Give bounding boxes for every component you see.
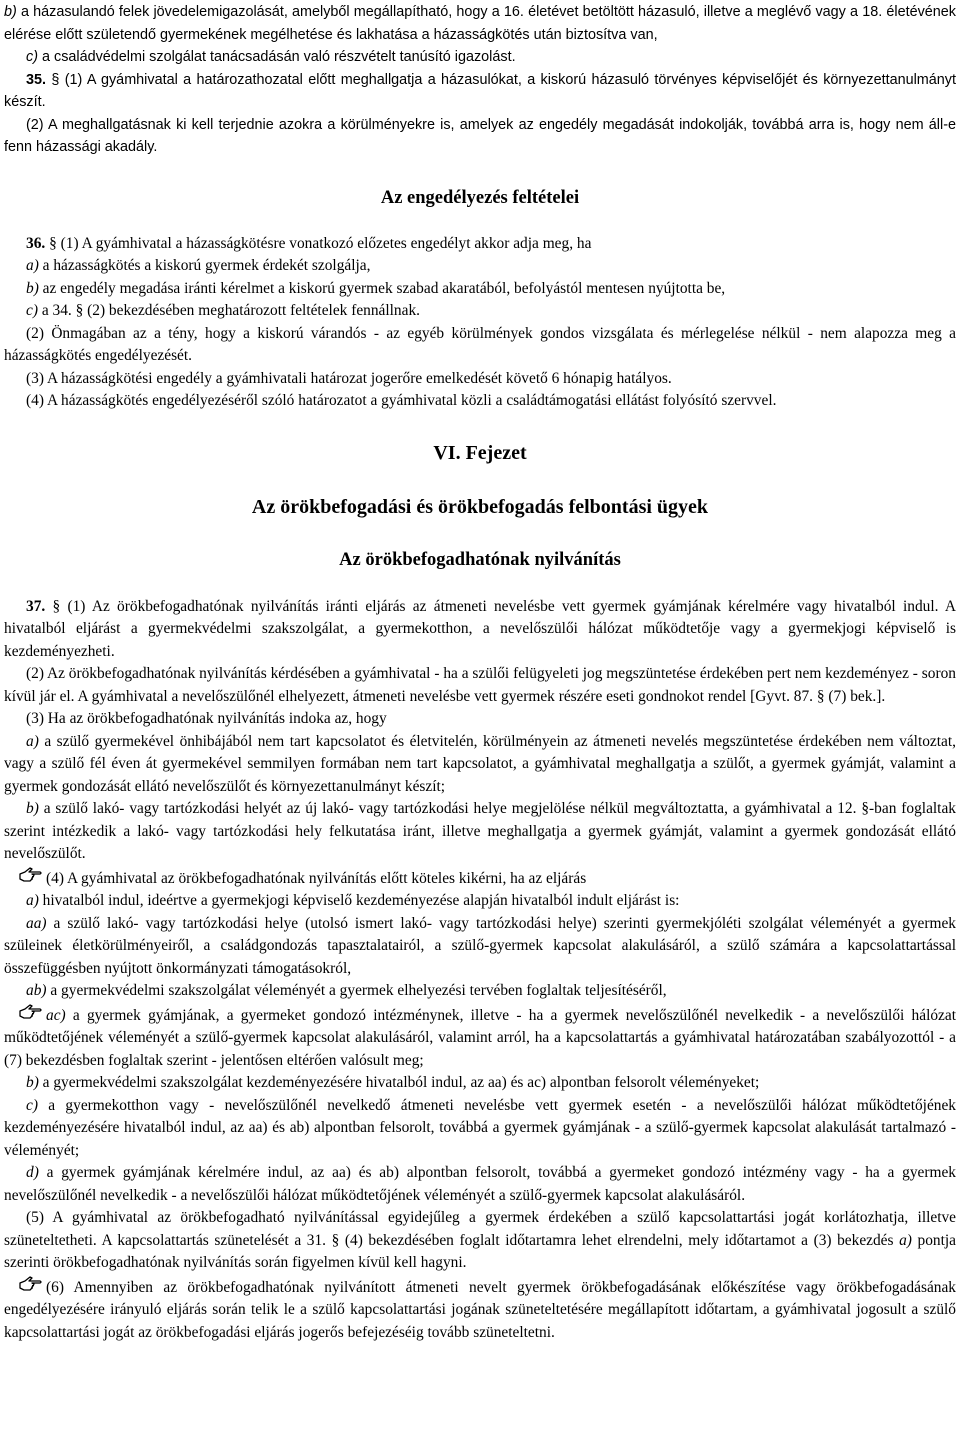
list-marker: a) (26, 732, 39, 750)
list-marker: c) (26, 1096, 38, 1114)
paragraph (4, 323, 956, 368)
paragraph-text: (2) Az örökbefogadhatónak nyilvánítás kérdésében a gyámhivatal - ha a szülői felügyeleti jog megszüntetése érdekében pert nem kezdeményez - soron kívül jár el. A gyámhivatal a nevelőszülőnél elhelyezett, átmeneti nevelésbe vett gyermek részére eseti gondnokot rendel [Gyvt. 87. § (7) bek.]. (4, 665, 956, 705)
list-marker: b) (4, 4, 17, 20)
paragraph (4, 368, 956, 391)
paragraph-text: § (1) A gyámhivatal a házasságkötésre vonatkozó előzetes engedélyt akkor adja meg, ha (45, 234, 592, 252)
paragraph-text: a gyermekvédelmi szakszolgálat véleményét a gyermek elhelyezési tervében foglaltak teljesítéséről, (46, 982, 667, 999)
list-marker: b) (26, 279, 39, 297)
paragraph-text: pontja szerinti örökbefogadhatónak nyilvánítás során figyelmen kívül kell hagyni. (4, 1231, 957, 1271)
paragraph-text: a szülő gyermekével önhibájából nem tart kapcsolatot és életvitelén, körülményein az átmeneti nevelés megszüntetése érdekében nem változtat, vagy a szülő fél éven át gyermekével semmilyen formában nem tart kapcsolatot, a gyámhivatal meghallgatja a szülőt, a gyermek gyámját, valamint a gyermek gondozását ellátó nevelőszülőt és környezettanulmányt készít; (4, 732, 956, 795)
paragraph-text: (6) Amennyiben az örökbefogadhatónak nyilvánított átmeneti nevelt gyermek örökbefogadásának előkészítése vagy örökbefogadásának engedélyezésére irányuló eljárás során telik le a szülő kapcsolattartási jogának szüneteltetésére megállapított időtartam, a gyámhivatal jogosult a szülő kapcsolattartási jogát az örökbefogadási eljárás jogerős befejezéséig tovább szüneteltetni. (4, 1278, 956, 1341)
paragraph-text: a házasságkötés a kiskorú gyermek érdekét szolgálja, (38, 257, 371, 274)
chapter-heading: VI. Fejezet (433, 441, 527, 464)
list-marker: d) (26, 1164, 39, 1181)
paragraph (4, 1162, 956, 1207)
paragraph (4, 46, 956, 69)
paragraph (4, 890, 956, 913)
paragraph-text: (4) A házasságkötés engedélyezéséről szóló határozatot a gyámhivatal közli a családtámogatási ellátást folyósító szervvel. (26, 392, 777, 409)
list-marker: b) (26, 1074, 39, 1091)
list-marker: ac) (46, 1006, 66, 1024)
paragraph (4, 1003, 956, 1073)
chapter-title: Az örökbefogadási és örökbefogadás felbontási ügyek (251, 495, 709, 518)
paragraph (4, 0, 956, 46)
section-heading: Az engedélyezés feltételei (380, 187, 580, 208)
paragraph (4, 913, 956, 981)
list-marker: aa) (26, 914, 47, 932)
paragraph-text: § (1) Az örökbefogadhatónak nyilvánítás iránti eljárás az átmeneti nevelésbe vett gyermek gyámjának kérelmére vagy hivatalból indul. A hivatalból eljárást a gyermekvédelmi szakszolgálat, a gyermekotthon, a nevelőszülői hálózat működtetője vagy a gyermekjogi képviselő is kezdeményezheti. (4, 597, 956, 660)
list-marker: a) (26, 257, 39, 274)
paragraph-text: (3) Ha az örökbefogadhatónak nyilvánítás indoka az, hogy (26, 710, 387, 727)
paragraph-text: hivatalból indul, ideértve a gyermekjogi képviselő kezdeményezése alapján hivatalból indult eljárást is: (38, 892, 680, 909)
paragraph (4, 663, 956, 708)
pointing-hand-icon[interactable] (18, 1275, 44, 1295)
paragraph-text: az engedély megadása iránti kérelmet a kiskorú gyermek szabad akaratából, befolyástól mentesen nyújtotta be, (38, 279, 726, 297)
section-number: 37. (26, 597, 46, 615)
list-marker: c) (26, 49, 38, 65)
paragraph-text: a 34. § (2) bekezdésében meghatározott feltételek fennállnak. (37, 302, 420, 319)
section-number: 36. (26, 234, 46, 252)
paragraph (4, 980, 956, 1003)
paragraph (4, 731, 956, 799)
paragraph-text: a szülő lakó- vagy tartózkodási helye (utolsó ismert lakó- vagy tartózkodási helye) szerinti gyermekjóléti szolgálat véleményét a gyermek szüleinek életkörülményeiről, a családgondozás tapasztalatairól, a szülő-gyermek kapcsolat alakulásáról, a szülő számára a kapcsolattartással összefüggésben nyújtott önkormányzati támogatásokról, (4, 914, 956, 977)
paragraph-text: a szülő lakó- vagy tartózkodási helyét az új lakó- vagy tartózkodási helye megjelölése nélkül megváltoztatta, a gyámhivatal a 12. §-ban foglaltak szerint intézkedik a lakó- vagy tartózkodási hely felkutatása iránt, illetve meghallgatja a gyermek gyámját, valamint a gyermek gondozását ellátó nevelőszülőt. (4, 800, 956, 862)
paragraph-text: (2) A meghallgatásnak ki kell terjednie azokra a körülményekre is, amelyek az engedély megadását indokolják, továbbá arra is, hogy nem áll-e fenn házassági akadály. (4, 116, 956, 155)
pointing-hand-icon[interactable] (18, 1003, 44, 1023)
paragraph (4, 798, 956, 866)
list-marker: a) (899, 1231, 912, 1249)
paragraph (4, 278, 956, 301)
list-marker: ab) (26, 982, 47, 999)
list-marker: c) (26, 302, 38, 319)
list-marker: b) (26, 800, 39, 817)
paragraph-text: a gyermek gyámjának, a gyermeket gondozó intézménynek, illetve - ha a gyermek nevelőszülőnél nevelkedik - a nevelőszülői hálózat működtetőjének véleményét a szülő-gyermek kapcsolat alakulásáról, valamint arról, ha a kapcsolattartás a gyámhivatal határozatában szabályozottól - a (7) bekezdésben foglaltak szerint - jelentősen eltérően valósult meg; (4, 1006, 956, 1069)
paragraph-text: § (1) A gyámhivatal a határozathozatal előtt meghallgatja a házasulókat, a kiskorú házasuló törvényes képviselőjét és környezettanulmányt készít. (4, 71, 956, 110)
paragraph (4, 300, 956, 323)
paragraph-text: a házasulandó felek jövedelemigazolását, amelyből megállapítható, hogy a 16. életévet betöltött házasuló, illetve a meglévő vagy a 18. életévének elérése előtt születendő gyermekének megélhetése és lakhatása a házasságkötés után biztosítva van, (4, 4, 956, 43)
paragraph (4, 233, 956, 256)
paragraph-text: (3) A házasságkötési engedély a gyámhivatali határozat jogerőre emelkedését követő 6 hónapig hatályos. (26, 369, 672, 387)
paragraph (4, 390, 956, 413)
section-heading: Az örökbefogadhatónak nyilvánítás (339, 549, 621, 570)
paragraph-text: a gyermek gyámjának kérelmére indul, az aa) és ab) alpontban felsorolt, továbbá a gyermeket gondozó intézmény vagy - ha a gyermek nevelőszülőnél nevelkedik - a nevelőszülői hálózat működtetőjének véleményét a szülő-gyermek kapcsolat alakulásáról. (4, 1164, 956, 1204)
paragraph-text: (5) A gyámhivatal az örökbefogadható nyilvánítással egyidejűleg a gyermek érdekében a szülő kapcsolattartási jogát korlátozhatja, illetve szüneteltetheti. A kapcsolattartás szünetelését a 31. § (4) bekezdésében foglalt időtartamra lehet elrendelni, mely időtartamot a (3) bekezdés (4, 1209, 956, 1249)
paragraph (4, 114, 956, 159)
paragraph (4, 708, 956, 731)
paragraph (4, 255, 956, 278)
paragraph (4, 1275, 956, 1345)
section-number: 35. (26, 71, 47, 88)
paragraph-text: a gyermekotthon vagy - nevelőszülőnél nevelkedő átmeneti nevelésbe vett gyermek esetén - a nevelőszülői hálózat működtetőjének kezdeményezésére hivatalból indul, az aa) és ab) alpontban felsorolt, továbbá a gyermek gyámjának - a szülő-gyermek kapcsolat alakulását tartalmazó - véleményét; (4, 1096, 956, 1159)
paragraph (4, 596, 956, 664)
pointing-hand-icon[interactable] (18, 866, 44, 886)
paragraph-text: a családvédelmi szolgálat tanácsadásán való részvételt tanúsító igazolást. (38, 49, 516, 65)
paragraph-text: a gyermekvédelmi szakszolgálat kezdeményezésére hivatalból indul, az aa) és ac) alpontban felsorolt véleményeket; (38, 1074, 760, 1091)
paragraph (4, 1207, 956, 1275)
list-marker: a) (26, 892, 39, 909)
paragraph-text: (4) A gyámhivatal az örökbefogadhatónak nyilvánítás előtt köteles kikérni, ha az eljárás (46, 869, 587, 887)
paragraph (4, 1072, 956, 1095)
paragraph (4, 866, 956, 891)
paragraph (4, 69, 956, 114)
paragraph-text: (2) Önmagában az a tény, hogy a kiskorú várandós - az egyéb körülmények gondos vizsgálata és mérlegelése nélkül - nem alapozza meg a házasságkötés engedélyezését. (4, 324, 956, 364)
paragraph (4, 1095, 956, 1163)
